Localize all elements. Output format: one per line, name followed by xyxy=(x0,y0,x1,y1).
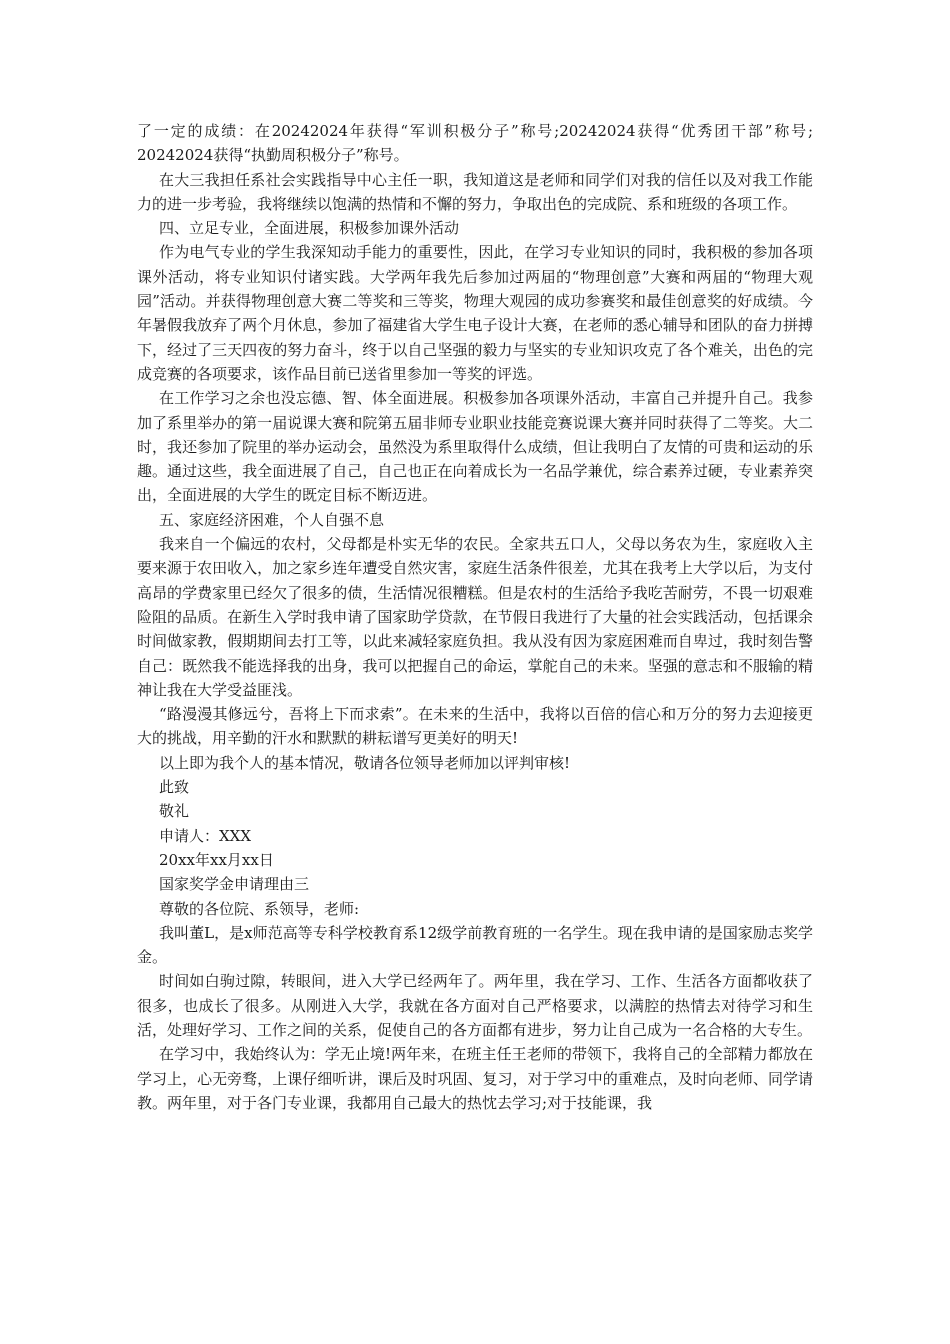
date-line: 20xx年xx月xx日 xyxy=(159,850,274,869)
section-title: 国家奖学金申请理由三 xyxy=(159,875,310,894)
paragraph-5: 在工作学习之余也没忘德、智、体全面进展。积极参加各项课外活动，丰富自己并提升自己。我参加了系里举办的第一届说课大赛和院第五届非师专业职业技能竞赛说课大赛并同时获得了二等奖。大二时，我还参加了院里的举办运动会，虽然没为系里取得什么成绩，但让我明白了友情的可贵和运动的乐趣。通过这些，我全面进展了自己，自己也正在向着成长为一名品学兼优，综合素养过硬，专业素养突出，全面进展的大学生的既定目标不断迈进。 xyxy=(137,389,813,505)
paragraph-4: 作为电气专业的学生我深知动手能力的重要性，因此，在学习专业知识的同时，我积极的参加各项课外活动，将专业知识付诸实践。大学两年我先后参加过两届的“物理创意”大赛和两届的“物理大观园”活动。并获得物理创意大赛二等奖和三等奖，物理大观园的成功参赛奖和最佳创意奖的好成绩。今年暑假我放弃了两个月休息，参加了福建省大学生电子设计大赛，在老师的悉心辅导和团队的奋力拼搏下，经过了三天四夜的努力奋斗，终于以自己坚强的毅力与坚实的专业知识攻克了各个难关，出色的完成竞赛的各项要求，该作品目前已送省里参加一等奖的评选。 xyxy=(137,243,813,383)
paragraph-16: 我叫董L，是x师范高等专科学校教育系12级学前教育班的一名学生。现在我申请的是国家励志奖学金。 xyxy=(137,923,813,967)
closing-salutation: 此致 xyxy=(159,778,190,797)
section-heading-4: 四、立足专业，全面进展，积极参加课外活动 xyxy=(159,219,460,238)
paragraph-1: 了一定的成绩：在20242024年获得“军训积极分子”称号;20242024获得“优秀团干部”称号; 20242024获得“执勤周积极分子”称号。 xyxy=(137,122,813,165)
section-heading-5: 五、家庭经济困难，个人自强不息 xyxy=(159,510,385,529)
applicant-line: 申请人：XXX xyxy=(159,826,252,845)
closing-regards: 敬礼 xyxy=(159,802,190,821)
document-body xyxy=(137,119,813,1115)
paragraph-9: 以上即为我个人的基本情况，敬请各位领导老师加以评判审核! xyxy=(159,753,571,772)
paragraph-7: 我来自一个偏远的农村，父母都是朴实无华的农民。全家共五口人，父母以务农为生，家庭收入主要来源于农田收入，加之家乡连年遭受自然灾害，家庭生活条件很差，尤其在我考上大学以后，为支付高昂的学费家里已经欠了很多的债，生活情况很糟糕。但是农村的生活给予我吃苦耐劳，不畏一切艰难险阻的品质。在新生入学时我申请了国家助学贷款，在节假日我进行了大量的社会实践活动，包括课余时间做家教，假期期间去打工等，以此来减轻家庭负担。我从没有因为家庭困难而自卑过，我时刻告警自己：既然我不能选择我的出身，我可以把握自己的命运，掌舵自己的未来。坚强的意志和不服输的精神让我在大学受益匪浅。 xyxy=(137,535,813,699)
greeting-line: 尊敬的各位院、系领导，老师: xyxy=(159,899,360,918)
paragraph-17: 时间如白驹过隙，转眼间，进入大学已经两年了。两年里，我在学习、工作、生活各方面都收获了很多，也成长了很多。从刚进入大学，我就在各方面对自己严格要求，以满腔的热情去对待学习和生活，处理好学习、工作之间的关系，促使自己的各方面都有进步，努力让自己成为一名合格的大专生。 xyxy=(137,972,813,1039)
paragraph-2: 在大三我担任系社会实践指导中心主任一职，我知道这是老师和同学们对我的信任以及对我工作能力的进一步考验，我将继续以饱满的热情和不懈的努力，争取出色的完成院、系和班级的各项工作。 xyxy=(137,170,813,213)
paragraph-18: 在学习中，我始终认为：学无止境!两年来，在班主任王老师的带领下，我将自己的全部精力都放在学习上，心无旁骛，上课仔细听讲，课后及时巩固、复习，对于学习中的重难点，及时向老师、同学请教。两年里，对于各门专业课，我都用自己最大的热忱去学习;对于技能课，我 xyxy=(137,1045,813,1112)
paragraph-8: “路漫漫其修远兮，吾将上下而求索”。在未来的生活中，我将以百倍的信心和万分的努力去迎接更大的挑战，用辛勤的汗水和默默的耕耘谱写更美好的明天! xyxy=(137,705,813,748)
